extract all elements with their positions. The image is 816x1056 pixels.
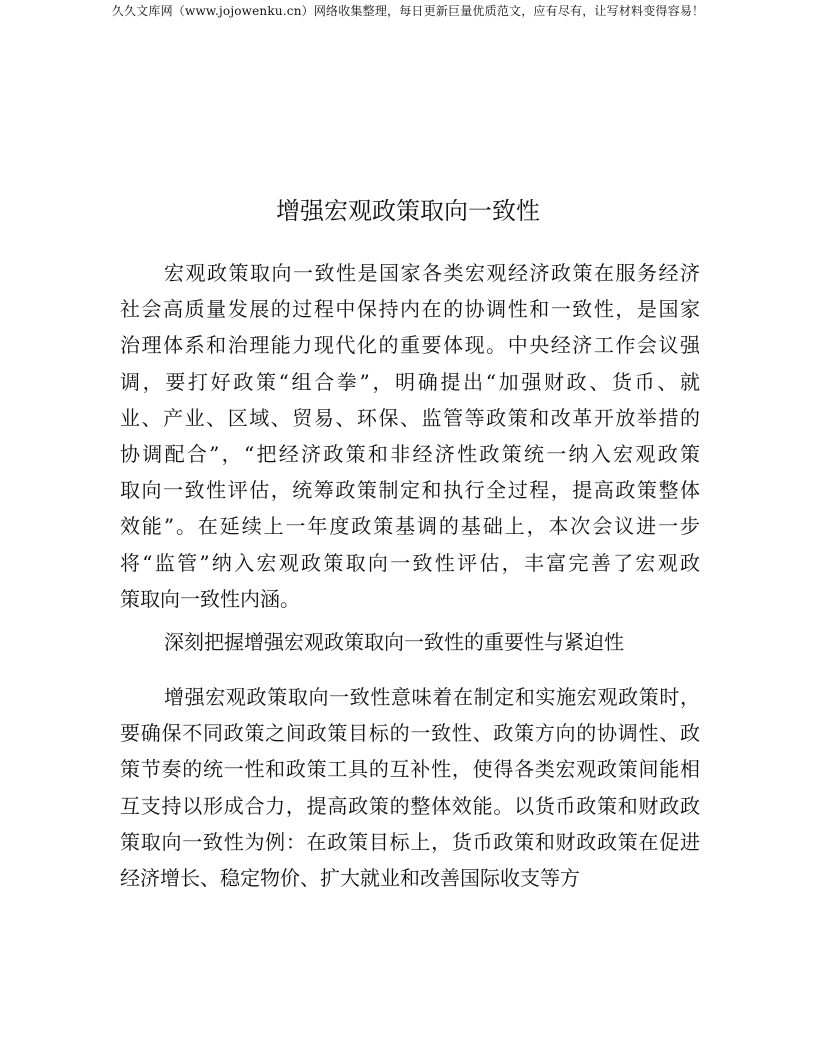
paragraph-line: 社会高质量发展的过程中保持内在的协调性和一致性，是国家 <box>120 297 700 322</box>
paragraph-line: 取向一致性评估，统筹政策制定和执行全过程，提高政策整体 <box>120 478 700 503</box>
paragraph-line: 调，要打好政策“组合拳”，明确提出“加强财政、货币、就 <box>120 369 700 394</box>
site-banner: 久久文库网（www.jojowenku.cn）网络收集整理，每日更新巨量优质范文，应有尽有，让写材料变得容易！ <box>111 4 705 18</box>
paragraph-line: 策取向一致性内涵。 <box>120 586 300 611</box>
section-heading: 深刻把握增强宏观政策取向一致性的重要性与紧迫性 <box>164 630 624 654</box>
paragraph-line: 协调配合”，“把经济政策和非经济性政策统一纳入宏观政策 <box>120 441 700 466</box>
paragraph-line: 效能”。在延续上一年度政策基调的基础上，本次会议进一步 <box>120 514 700 539</box>
paragraph-line: 业、产业、区域、贸易、环保、监管等政策和改革开放举措的 <box>120 405 700 430</box>
paragraph-line: 将“监管”纳入宏观政策取向一致性评估，丰富完善了宏观政 <box>120 550 700 575</box>
document-title: 增强宏观政策取向一致性 <box>276 197 540 225</box>
paragraph-line: 策取向一致性为例：在政策目标上，货币政策和财政政策在促进 <box>120 829 700 854</box>
paragraph-line: 治理体系和治理能力现代化的重要体现。中央经济工作会议强 <box>120 333 700 358</box>
paragraph-line: 互支持以形成合力，提高政策的整体效能。以货币政策和财政政 <box>120 793 700 818</box>
paragraph-line: 要确保不同政策之间政策目标的一致性、政策方向的协调性、政 <box>120 721 700 746</box>
paragraph-line: 策节奏的统一性和政策工具的互补性，使得各类宏观政策间能相 <box>120 757 700 782</box>
paragraph-1 <box>120 255 700 617</box>
paragraph-line: 宏观政策取向一致性是国家各类宏观经济政策在服务经济 <box>164 261 700 285</box>
paragraph-2 <box>120 679 700 896</box>
paragraph-line: 经济增长、稳定物价、扩大就业和改善国际收支等方 <box>120 865 580 890</box>
paragraph-line: 增强宏观政策取向一致性意味着在制定和实施宏观政策时， <box>164 685 700 709</box>
